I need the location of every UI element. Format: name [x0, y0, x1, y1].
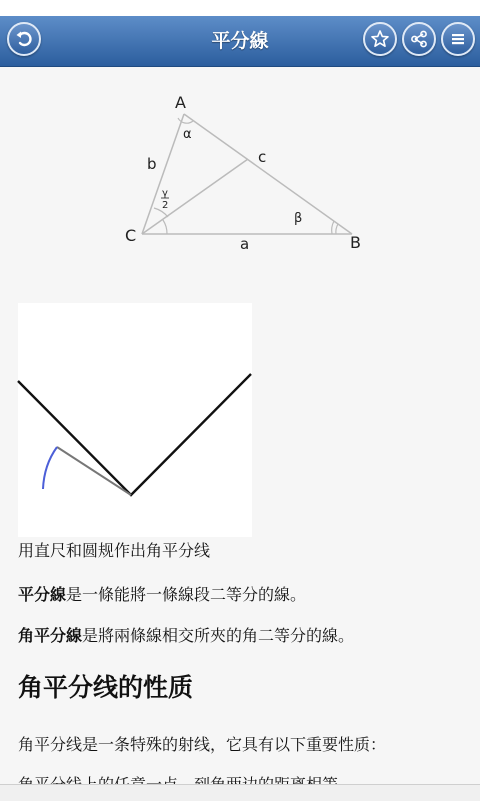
- side-c: [184, 114, 352, 234]
- star-icon: [370, 29, 390, 49]
- side-label-b: b: [147, 155, 157, 173]
- side-b: [142, 114, 184, 234]
- menu-button[interactable]: [441, 22, 475, 56]
- angle-beta-arc-2: [336, 224, 338, 234]
- status-bar: [0, 0, 480, 16]
- page-title: 平分線: [211, 30, 269, 52]
- bottom-edge: [0, 784, 480, 801]
- angle-rays: [18, 374, 251, 495]
- term-angle-bisector: 角平分線: [18, 626, 83, 645]
- angle-gamma-half-arc-2: [163, 220, 167, 234]
- definition-paragraph-1: [18, 584, 468, 606]
- bisector-construction-image: [18, 303, 252, 537]
- angle-label-gamma: γ: [162, 188, 168, 199]
- article-content: [0, 67, 480, 784]
- definition-paragraph-2: [18, 625, 468, 647]
- image-caption: 用直尺和圆规作出角平分线: [18, 541, 211, 560]
- definition-text-2: 是將兩條線相交所夾的角二等分的線。: [82, 626, 355, 645]
- back-button[interactable]: [7, 22, 41, 56]
- menu-icon: [448, 29, 468, 49]
- vertex-label-a: A: [175, 93, 186, 112]
- vertex-label-b: B: [350, 233, 361, 252]
- angle-label-beta: β: [294, 211, 303, 226]
- share-icon: [409, 29, 429, 49]
- compass-arm: [57, 447, 131, 495]
- angle-label-alpha: α: [183, 127, 192, 142]
- side-label-c: c: [258, 148, 267, 166]
- angle-beta-arc-1: [332, 221, 334, 234]
- triangle-diagram: [112, 84, 372, 259]
- back-arrow-icon: [14, 29, 34, 49]
- properties-intro: 角平分线是一条特殊的射线，它具有以下重要性质：: [18, 735, 387, 754]
- section-heading: 角平分线的性质: [18, 673, 194, 702]
- side-label-a: a: [240, 235, 250, 253]
- definition-text-1: 是一條能將一條線段二等分的線。: [66, 585, 307, 604]
- term-bisector: 平分線: [18, 585, 67, 604]
- app-header: [0, 16, 480, 67]
- angle-label-two: 2: [162, 200, 169, 211]
- bisector-line: [142, 159, 248, 234]
- compass-arc: [43, 447, 57, 489]
- favorite-button[interactable]: [363, 22, 397, 56]
- vertex-label-c: C: [125, 226, 137, 245]
- share-button[interactable]: [402, 22, 436, 56]
